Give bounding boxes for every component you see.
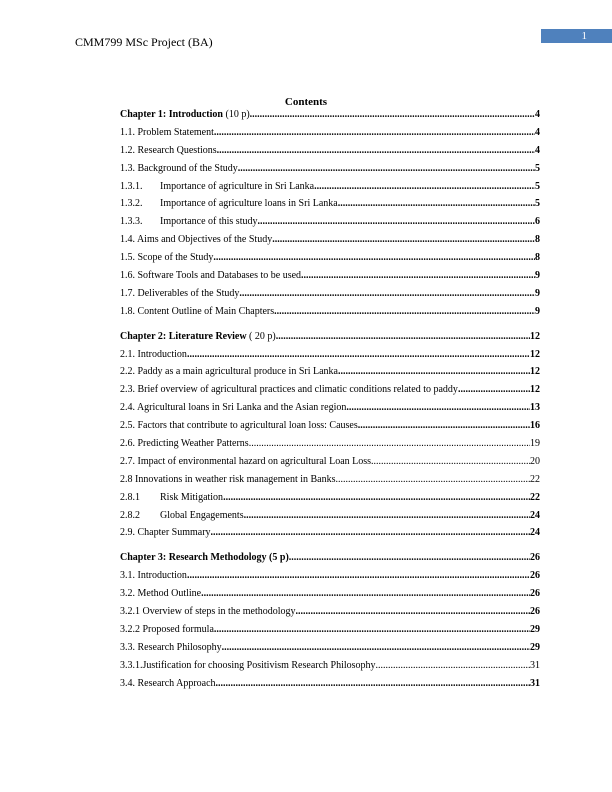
toc-entry[interactable] [120,678,540,696]
toc-dot-leader [274,306,535,317]
toc-entry-page: 26 [530,570,540,582]
toc-entry-number: 1.3.2. [120,198,143,210]
toc-entry-title [120,642,222,653]
toc-entry-text: 2.2. Paddy as a main agricultural produce in Sri Lanka [120,366,338,378]
toc-entry-title [120,349,187,360]
toc-entry-text: 3.2.1 Overview of steps in the methodology [120,606,296,618]
toc-entry-page: 24 [530,509,540,521]
toc-entry[interactable] [120,145,540,163]
toc-entry-text: 2.3. Brief overview of agricultural practices and climatic conditions related to paddy [120,384,458,396]
toc-dot-leader [296,606,530,617]
toc-dot-leader [213,252,535,263]
toc-dot-leader [338,366,530,377]
toc-entry-page: 26 [530,552,540,564]
toc-entry-title [160,181,314,192]
toc-dot-leader [338,198,535,209]
toc-entry-title [120,402,346,413]
toc-entry-title [120,474,336,485]
toc-dot-leader [201,588,530,599]
toc-entry-title [120,570,187,581]
toc-entry[interactable] [120,198,540,216]
toc-dot-leader [376,660,530,671]
toc-entry-text: Global Engagements [160,509,244,521]
toc-entry-title [120,456,371,467]
toc-dot-leader [346,402,530,413]
toc-entry-title [160,216,257,227]
toc-entry-title [120,366,338,377]
toc-entry-title [160,492,223,503]
toc-entry-page: 8 [535,252,540,264]
toc-entry-page: 26 [530,606,540,618]
toc-entry-page: 29 [530,623,540,635]
toc-entry-text: 1.2. Research Questions [120,144,217,156]
toc-entry-text: 2.8 Innovations in weather risk management in Banks [120,473,336,485]
toc-entry-page: 6 [535,216,540,228]
toc-entry[interactable] [120,306,540,324]
toc-chapter-title: Chapter 2: Literature Review [120,330,247,342]
toc-entry[interactable] [120,527,540,545]
toc-entry-text: 1.1. Problem Statement [120,126,214,138]
toc-entry-text: 1.6. Software Tools and Databases to be used [120,270,302,282]
toc-entry-text: 2.7. Impact of environmental hazard on agricultural Loan Loss [120,455,372,467]
toc-entry-title [160,198,338,209]
toc-entry[interactable] [120,366,540,384]
toc-entry-page: 22 [530,491,540,503]
toc-dot-leader [257,216,535,227]
toc-dot-leader [211,527,530,538]
toc-entry-page: 8 [535,234,540,246]
toc-entry-page: 24 [530,527,540,539]
toc-entry-title [120,438,249,449]
toc-entry-text: 3.2. Method Outline [120,588,202,600]
toc-entry-page: 5 [535,198,540,210]
toc-dot-leader [301,270,535,281]
toc-entry-number: 1.3.3. [120,216,143,228]
toc-entry-title [120,624,214,635]
toc-dot-leader [314,181,535,192]
toc-dot-leader [289,552,530,563]
toc-entry-title [120,527,211,538]
toc-entry-page: 12 [530,366,540,378]
toc-entry-page: 5 [535,180,540,192]
toc-entry-page: 5 [535,162,540,174]
toc-dot-leader [216,678,530,689]
toc-entry-text: 3.3. Research Philosophy [120,641,222,653]
toc-entry-number: 2.8.1 [120,491,140,503]
toc-entry-page: 12 [530,348,540,360]
toc-entry-title [160,510,244,521]
toc-dot-leader [187,570,530,581]
toc-entry-title [120,384,458,395]
toc-entry-text: Importance of agriculture loans in Sri Lanka [160,198,338,210]
toc-entry-page: 9 [535,287,540,299]
toc-entry-page: 19 [530,438,540,450]
toc-entry-page: 4 [535,144,540,156]
toc-entry-page: 9 [535,305,540,317]
toc-entry-text: 3.3.1.Justification for choosing Positivism Research Philosophy [120,659,376,671]
toc-entry[interactable] [120,402,540,420]
toc-dot-leader [239,288,535,299]
toc-entry-title [120,145,217,156]
toc-entry-text: 2.4. Agricultural loans in Sri Lanka and the Asian region [120,402,347,414]
toc-dot-leader [250,109,535,120]
toc-entry-text: ( 20 p) [246,330,276,342]
toc-entry[interactable] [120,606,540,624]
toc-dot-leader [238,163,535,174]
toc-entry-text: Risk Mitigation [160,491,224,503]
toc-entry-title [120,252,213,263]
toc-entry-text: 2.6. Predicting Weather Patterns [120,438,249,450]
toc-entry-title [120,606,296,617]
toc-entry[interactable] [120,420,540,438]
toc-entry[interactable] [120,438,540,456]
toc-entry[interactable] [120,510,540,528]
toc-entry-page: 20 [530,455,540,467]
toc-dot-leader [187,349,530,360]
toc-entry-title [120,678,216,689]
toc-entry-page: 31 [530,677,540,689]
toc-entry-page: 16 [530,420,540,432]
toc-entry-text: 1.8. Content Outline of Main Chapters [120,305,275,317]
toc-dot-leader [358,420,530,431]
toc-entry[interactable] [120,624,540,642]
toc-entry-number: 2.8.2 [120,509,140,521]
toc-dot-leader [458,384,530,395]
toc-dot-leader [244,510,530,521]
toc-heading: Contents [284,96,328,108]
toc-entry-text: 2.5. Factors that contribute to agricultural loan loss: Causes [120,420,358,432]
toc-entry-text: (10 p) [222,109,250,120]
toc-entry[interactable] [120,234,540,252]
toc-entry[interactable] [120,474,540,492]
toc-entry-text: 1.7. Deliverables of the Study [120,287,240,299]
toc-entry-title [120,163,238,174]
toc-entry[interactable] [120,331,540,349]
toc-entry-title [120,270,301,281]
toc-entry-text: 1.5. Scope of the Study [120,252,214,264]
toc-dot-leader [222,642,530,653]
toc-entry[interactable] [120,660,540,678]
toc-entry-text: 1.4. Aims and Objectives of the Study [120,234,273,246]
toc-entry-page: 13 [530,402,540,414]
toc-entry-text: 3.1. Introduction [120,570,187,582]
toc-dot-leader [223,492,530,503]
toc-entry[interactable] [120,492,540,510]
toc-entry-page: 12 [530,330,540,342]
toc-entry-title [120,234,272,245]
toc-entry[interactable] [120,456,540,474]
toc-dot-leader [214,624,530,635]
toc-entry[interactable] [120,109,540,127]
toc-entry[interactable] [120,384,540,402]
toc-dot-leader [272,234,535,245]
toc-entry-page: 9 [535,270,540,282]
toc-dot-leader [214,127,535,138]
toc-entry-text: 3.4. Research Approach [120,677,216,689]
toc-dot-leader [217,145,535,156]
toc-chapter-title: Chapter 1: Introduction [120,109,223,120]
toc-entry[interactable] [120,163,540,181]
toc-entry-title [120,660,376,671]
toc-entry[interactable] [120,588,540,606]
page-number-badge: 1 [541,29,612,43]
toc-dot-leader [336,474,530,485]
toc-entry-text: 1.3. Background of the Study [120,162,238,174]
document-header-title: CMM799 MSc Project (BA) [75,35,213,49]
toc-entry[interactable] [120,127,540,145]
toc-entry-title [120,420,358,431]
toc-chapter-title: Chapter 3: Research Methodology (5 p) [120,552,289,564]
toc-entry-page: 4 [535,109,540,120]
toc-entry-text: Importance of agriculture in Sri Lanka [160,180,315,192]
toc-entry[interactable] [120,181,540,199]
toc-entry-title [120,331,276,342]
toc-dot-leader [276,331,530,342]
toc-entry[interactable] [120,552,540,570]
toc-entry-title [120,127,214,138]
toc-entry-number: 1.3.1. [120,180,143,192]
toc-entry-page: 4 [535,126,540,138]
toc-entry-title [120,588,201,599]
toc-dot-leader [249,438,530,449]
toc-entry[interactable] [120,642,540,660]
toc-entry-text: 2.1. Introduction [120,348,187,360]
toc-entry-title [120,552,289,563]
toc-entry[interactable] [120,216,540,234]
toc-entry-title [120,288,239,299]
toc-entry-text: 3.2.2 Proposed formula [120,623,214,635]
toc-entry-page: 29 [530,641,540,653]
toc-entry-page: 22 [530,473,540,485]
toc-entry[interactable] [120,349,540,367]
toc-entry-text: 2.9. Chapter Summary [120,527,211,539]
toc-dot-leader [371,456,530,467]
toc-entry-page: 12 [530,384,540,396]
toc-entry[interactable] [120,252,540,270]
toc-entry-text: Importance of this study [160,216,258,228]
toc-entry[interactable] [120,570,540,588]
toc-entry-title [120,109,250,120]
toc-entry-title [120,306,274,317]
toc-entry[interactable] [120,270,540,288]
table-of-contents [120,109,540,696]
toc-entry-page: 26 [530,588,540,600]
toc-entry[interactable] [120,288,540,306]
toc-entry-page: 31 [530,659,540,671]
